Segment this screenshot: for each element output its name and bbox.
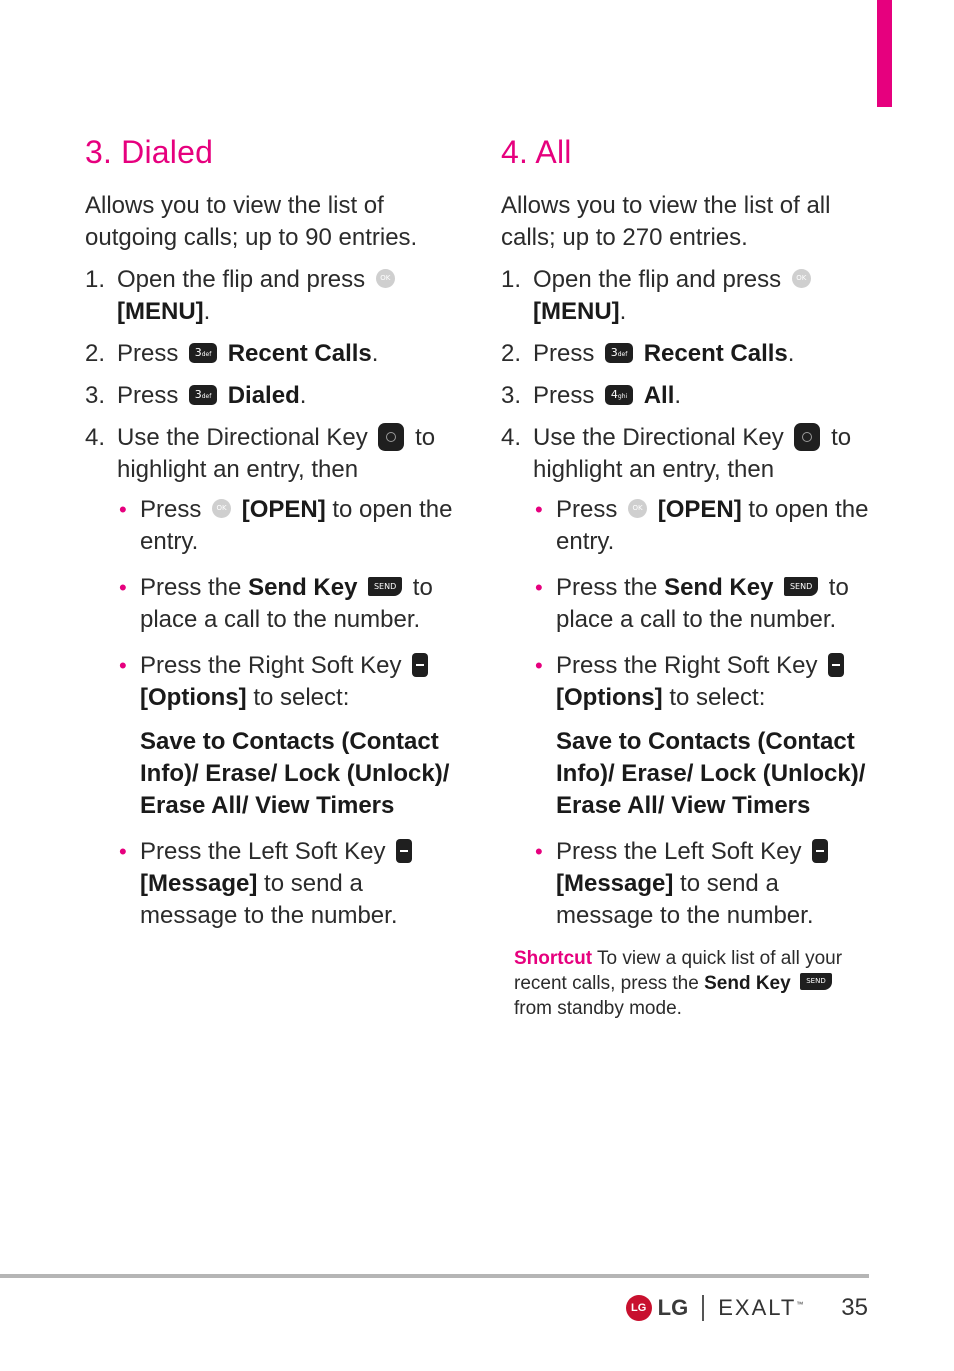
shortcut-label: Shortcut: [514, 948, 593, 969]
all-label: All: [643, 382, 675, 409]
right-soft-key-icon: [828, 653, 844, 677]
sub-bullets: [533, 494, 873, 932]
send-key-icon: SEND: [368, 577, 402, 596]
step-2: 2. Press 3def Recent Calls.: [85, 338, 460, 370]
bullet-message: • Press the Left Soft Key [Message] to send a message to the number.: [117, 836, 460, 932]
send-key-icon: SEND: [784, 577, 818, 596]
step-3: 3. Press 4ghi All.: [501, 380, 873, 412]
step-number: 3.: [501, 382, 522, 409]
page-number: 35: [841, 1294, 868, 1321]
step-text: Use the Directional Key: [117, 424, 368, 451]
step-text: Use the Directional Key: [533, 424, 784, 451]
step-1: 1. Open the flip and press OK [MENU].: [501, 264, 873, 328]
bullet-dot-icon: •: [119, 653, 127, 678]
intro-text: Allows you to view the list of all calls; up to 270 entries.: [501, 192, 831, 251]
ok-key-icon: OK: [628, 499, 647, 518]
step-text: Press: [533, 382, 595, 409]
step-number: 4.: [501, 424, 522, 451]
lg-wordmark: LG: [657, 1295, 689, 1320]
bullet-send: • Press the Send Key SEND to place a call to the number.: [119, 574, 433, 633]
right-soft-key-icon: [412, 653, 428, 677]
section-title: 4. All: [501, 134, 572, 170]
bullet-options: • Press the Right Soft Key [Options] to select: Save to Contacts (Contact Info)/ Erase/ Lock (Unlock)/ Erase All/ View Timers: [533, 650, 873, 822]
bullet-dot-icon: •: [535, 575, 543, 600]
key-3-icon: 3def: [189, 343, 217, 363]
bullet-dot-icon: •: [119, 575, 127, 600]
step-4: 4. Use the Directional Key to highlight an entry, then • Press OK [OPEN] to open the entry. • Press the Send Key SEND to place a call to the number. • Press the Right Soft Key [Options] to select: Save to Contacts (Contact Info)/ Erase/ Lock (Unlock)/ Erase All/ View Timers • Press the Left Soft Key [Message] to send a message to the number.: [501, 422, 873, 932]
step-number: 3.: [85, 382, 106, 409]
options-list: Save to Contacts (Contact Info)/ Erase/ Lock (Unlock)/ Erase All/ View Timers: [556, 728, 866, 819]
directional-key-icon: [378, 423, 404, 451]
step-1: 1. Open the flip and press OK [MENU].: [85, 264, 460, 328]
step-text: Press: [117, 340, 179, 367]
step-3: 3. Press 3def Dialed.: [85, 380, 460, 412]
section-tab-marker: [877, 0, 892, 107]
recent-calls-label: Recent Calls: [227, 340, 372, 367]
intro-text: Allows you to view the list of outgoing calls; up to 90 entries.: [85, 192, 418, 251]
bullet-dot-icon: •: [535, 839, 543, 864]
step-text: Open the flip and press: [117, 266, 366, 293]
step-number: 1.: [501, 266, 522, 293]
ok-key-icon: OK: [792, 269, 811, 288]
key-3-icon: 3def: [189, 385, 217, 405]
step-number: 2.: [85, 340, 106, 367]
steps-list: [85, 264, 460, 932]
footer-rule: [0, 1274, 869, 1278]
section-title: 3. Dialed: [85, 134, 214, 170]
step-number: 4.: [85, 424, 106, 451]
step-text: Open the flip and press: [533, 266, 782, 293]
step-2: 2. Press 3def Recent Calls.: [501, 338, 873, 370]
sub-bullets: [117, 494, 460, 932]
bullet-message: • Press the Left Soft Key [Message] to send a message to the number.: [533, 836, 873, 932]
left-soft-key-icon: [396, 839, 412, 863]
footer-divider: [702, 1295, 704, 1321]
bullet-dot-icon: •: [119, 497, 127, 522]
page-footer: [626, 1290, 868, 1326]
ok-key-icon: OK: [212, 499, 231, 518]
bullet-send: • Press the Send Key SEND to place a call to the number.: [535, 574, 849, 633]
key-3-icon: 3def: [605, 343, 633, 363]
left-soft-key-icon: [812, 839, 828, 863]
bullet-options: • Press the Right Soft Key [Options] to select: Save to Contacts (Contact Info)/ Erase/ Lock (Unlock)/ Erase All/ View Timers: [117, 650, 460, 822]
bullet-dot-icon: •: [535, 497, 543, 522]
ok-key-icon: OK: [376, 269, 395, 288]
send-key-icon: SEND: [800, 973, 832, 990]
menu-label: [MENU]: [117, 298, 204, 325]
options-list: Save to Contacts (Contact Info)/ Erase/ Lock (Unlock)/ Erase All/ View Timers: [140, 728, 450, 819]
step-text: Press: [117, 382, 179, 409]
column-all: [501, 130, 873, 1021]
menu-label: [MENU]: [533, 298, 620, 325]
bullet-open: • Press OK [OPEN] to open the entry.: [535, 496, 869, 555]
step-4: 4. Use the Directional Key to highlight an entry, then • Press OK [OPEN] to open the entry. • Press the Send Key SEND to place a call to the number. • Press the Right Soft Key [Options] to select: Save to Contacts (Contact Info)/ Erase/ Lock (Unlock)/ Erase All/ View Timers • Press the Left Soft Key [Message] to send a message to the number.: [85, 422, 460, 932]
shortcut-note: Shortcut To view a quick list of all your recent calls, press the Send Key SEND from standby mode.: [514, 948, 843, 1019]
directional-key-icon: [794, 423, 820, 451]
dialed-label: Dialed: [227, 382, 300, 409]
steps-list: [501, 264, 873, 932]
bullet-dot-icon: •: [119, 839, 127, 864]
lg-logo-icon: LG: [626, 1295, 652, 1321]
key-4-icon: 4ghi: [605, 385, 633, 405]
column-dialed: [85, 130, 460, 946]
bullet-dot-icon: •: [535, 653, 543, 678]
step-text: Press: [533, 340, 595, 367]
brand-name: EXALT™: [718, 1295, 804, 1320]
step-number: 1.: [85, 266, 106, 293]
step-number: 2.: [501, 340, 522, 367]
bullet-open: • Press OK [OPEN] to open the entry.: [119, 496, 453, 555]
recent-calls-label: Recent Calls: [643, 340, 788, 367]
